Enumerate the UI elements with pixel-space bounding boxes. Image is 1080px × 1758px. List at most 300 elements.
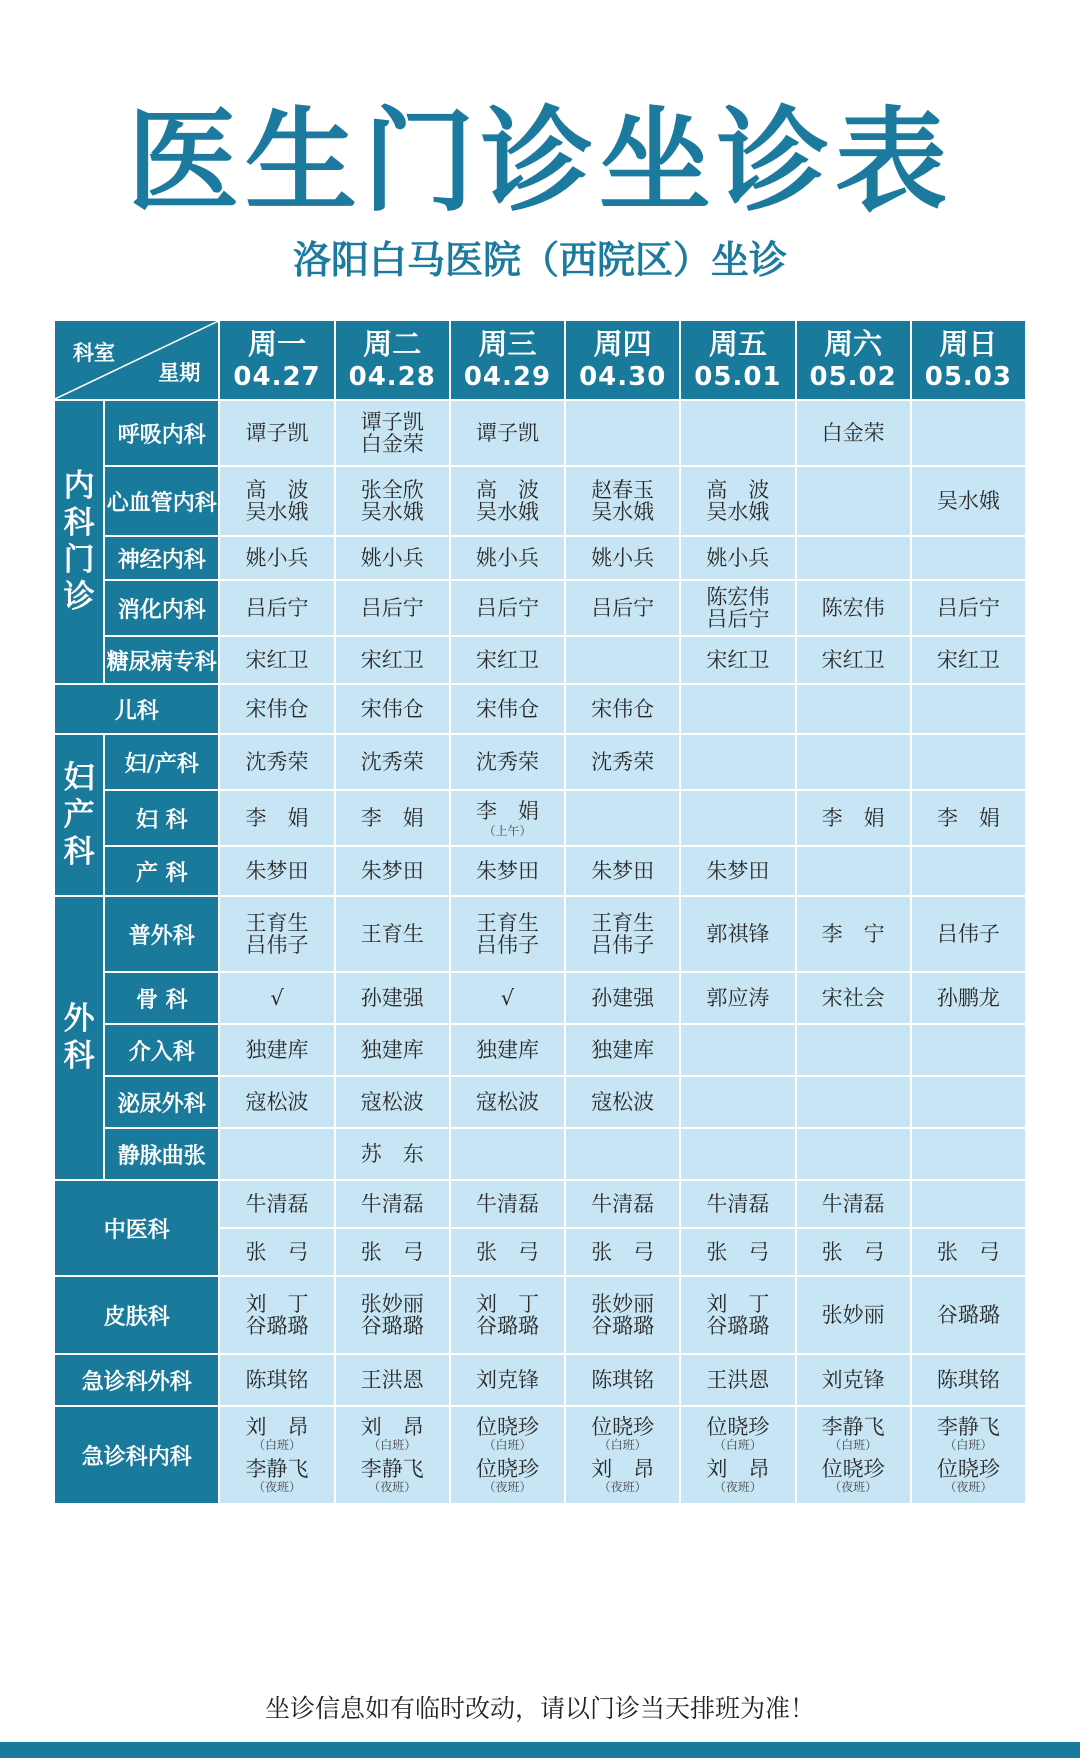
schedule-cell xyxy=(336,1025,449,1075)
doctor-name: 谷璐璐 xyxy=(475,1314,539,1338)
doctor-name: 沈秀荣 xyxy=(475,749,539,774)
doctor-name: 张妙丽 xyxy=(821,1302,885,1327)
shift-note: （白班） xyxy=(598,1438,647,1452)
doctor-name: 位晓珍 xyxy=(821,1457,885,1481)
schedule-cell xyxy=(797,685,910,733)
schedule-cell xyxy=(681,1025,794,1075)
schedule-cell xyxy=(912,685,1025,733)
schedule-cell xyxy=(451,1277,564,1353)
doctor-name: 张 弓 xyxy=(245,1239,309,1264)
bottom-bar xyxy=(0,1742,1080,1758)
corner-room-label: 科室 xyxy=(73,341,115,365)
doctor-name: 宋伟仓 xyxy=(591,696,655,721)
schedule-cell xyxy=(681,897,794,971)
doctor-name: 高 波 xyxy=(245,478,309,502)
doctor-name: 宋红卫 xyxy=(821,647,885,672)
schedule-cell xyxy=(336,1229,449,1275)
schedule-cell xyxy=(336,1181,449,1227)
page-subtitle: 洛阳白马医院（西院区）坐诊 xyxy=(292,238,787,282)
schedule-cell xyxy=(451,1407,564,1503)
doctor-name: 朱梦田 xyxy=(360,858,424,883)
schedule-cell xyxy=(220,897,333,971)
schedule-cell xyxy=(681,685,794,733)
dept-cardio: 心血管内科 xyxy=(105,467,218,535)
schedule-cell xyxy=(451,791,564,845)
schedule-cell xyxy=(797,735,910,789)
schedule-cell xyxy=(797,537,910,579)
doctor-name: 吕伟子 xyxy=(936,921,1000,946)
schedule-cell xyxy=(797,1355,910,1405)
dept-diabetes: 糖尿病专科 xyxy=(105,637,218,683)
doctor-name: 位晓珍 xyxy=(936,1457,1000,1481)
doctor-name: 牛清磊 xyxy=(591,1191,655,1216)
doctor-name: 王洪恩 xyxy=(706,1367,770,1392)
doctor-name: 李静飞 xyxy=(360,1457,424,1481)
doctor-name: √ xyxy=(270,985,284,1010)
schedule-cell xyxy=(797,401,910,465)
dept-general_surgery: 普外科 xyxy=(105,897,218,971)
schedule-cell xyxy=(336,791,449,845)
shift-note: （夜班） xyxy=(829,1480,878,1494)
day-header xyxy=(336,321,449,399)
doctor-name: 张 弓 xyxy=(591,1239,655,1264)
schedule-cell xyxy=(451,897,564,971)
day-header xyxy=(220,321,333,399)
doctor-name: 吴水娥 xyxy=(936,488,1000,513)
doctor-name: 张 弓 xyxy=(821,1239,885,1264)
schedule-cell xyxy=(566,537,679,579)
schedule-cell xyxy=(220,1025,333,1075)
doctor-name: 独建库 xyxy=(591,1037,655,1062)
schedule-cell xyxy=(912,1277,1025,1353)
schedule-cell xyxy=(681,973,794,1023)
doctor-name: 吕后宁 xyxy=(475,595,539,620)
doctor-name: 寇松波 xyxy=(591,1089,655,1114)
row-digestive xyxy=(55,581,1025,635)
schedule-cell xyxy=(336,1407,449,1503)
doctor-name: 陈琪铭 xyxy=(591,1367,655,1392)
day-date: 05.02 xyxy=(809,362,897,392)
schedule-cell xyxy=(797,847,910,895)
doctor-name: 吕伟子 xyxy=(591,933,655,957)
row-er_surgery xyxy=(55,1355,1025,1405)
schedule-cell xyxy=(451,537,564,579)
schedule-cell xyxy=(451,1181,564,1227)
schedule-cell xyxy=(451,467,564,535)
doctor-name: 谷璐璐 xyxy=(591,1314,655,1338)
schedule-cell xyxy=(566,685,679,733)
schedule-cell xyxy=(912,1077,1025,1127)
schedule-cell xyxy=(451,637,564,683)
day-name: 周四 xyxy=(593,327,652,361)
schedule-cell xyxy=(797,791,910,845)
schedule-cell xyxy=(797,1407,910,1503)
doctor-name: 吕后宁 xyxy=(245,595,309,620)
day-name: 周三 xyxy=(478,327,537,361)
doctor-name: 刘 丁 xyxy=(475,1292,539,1316)
schedule-cell xyxy=(912,581,1025,635)
doctor-name: 王育生 xyxy=(245,911,309,935)
row-cardio xyxy=(55,467,1025,535)
doctor-name: 刘 昂 xyxy=(706,1457,770,1481)
dept-ortho: 骨 科 xyxy=(105,973,218,1023)
doctor-name: 吕后宁 xyxy=(591,595,655,620)
row-varicose xyxy=(55,1129,1025,1179)
page-title: 医生门诊坐诊表 xyxy=(127,97,953,227)
row-obstetric xyxy=(55,847,1025,895)
doctor-name: 王洪恩 xyxy=(360,1367,424,1392)
dept-obstetric_gyn: 妇/产科 xyxy=(105,735,218,789)
doctor-name: 陈琪铭 xyxy=(245,1367,309,1392)
doctor-name: 李 宁 xyxy=(821,921,885,946)
schedule-cell xyxy=(451,1355,564,1405)
doctor-name: 宋红卫 xyxy=(475,647,539,672)
schedule-cell xyxy=(220,1181,333,1227)
schedule-cell xyxy=(566,401,679,465)
schedule-cell xyxy=(681,537,794,579)
dept-gyn: 妇 科 xyxy=(105,791,218,845)
doctor-name: 王育生 xyxy=(475,911,539,935)
doctor-name: 宋伟仓 xyxy=(245,696,309,721)
schedule-cell xyxy=(797,1077,910,1127)
doctor-name: 陈宏伟 xyxy=(706,585,770,609)
schedule-cell xyxy=(912,1407,1025,1503)
day-date: 04.30 xyxy=(579,362,667,392)
schedule-cell xyxy=(220,735,333,789)
doctor-name: 赵春玉 xyxy=(591,478,655,502)
schedule-cell xyxy=(681,581,794,635)
schedule-cell xyxy=(681,847,794,895)
schedule-cell xyxy=(912,467,1025,535)
schedule-cell xyxy=(912,1129,1025,1179)
schedule-cell xyxy=(912,637,1025,683)
doctor-name: 牛清磊 xyxy=(475,1191,539,1216)
schedule-cell xyxy=(336,581,449,635)
schedule-cell xyxy=(220,791,333,845)
row-diabetes xyxy=(55,637,1025,683)
schedule-cell xyxy=(336,637,449,683)
schedule-cell xyxy=(912,897,1025,971)
doctor-name: 寇松波 xyxy=(475,1089,539,1114)
group-label: 内科门诊 xyxy=(63,468,95,615)
schedule-cell xyxy=(220,1129,333,1179)
doctor-name: 姚小兵 xyxy=(245,545,309,570)
dept-er_internal: 急诊科内科 xyxy=(55,1407,218,1503)
schedule-cell xyxy=(220,1277,333,1353)
doctor-name: √ xyxy=(500,985,515,1010)
doctor-name: 寇松波 xyxy=(245,1089,309,1114)
schedule-cell xyxy=(566,791,679,845)
doctor-name: 李静飞 xyxy=(245,1457,309,1481)
shift-note: （白班） xyxy=(368,1438,417,1452)
doctor-name: 谭子凯 xyxy=(360,410,424,434)
schedule-cell xyxy=(912,791,1025,845)
schedule-cell xyxy=(220,973,333,1023)
schedule-cell xyxy=(336,685,449,733)
schedule-cell xyxy=(681,637,794,683)
doctor-name: 位晓珍 xyxy=(706,1415,770,1439)
schedule-cell xyxy=(566,581,679,635)
doctor-name: 牛清磊 xyxy=(821,1191,885,1216)
row-gyn xyxy=(55,791,1025,845)
doctor-name: 高 波 xyxy=(706,478,770,502)
doctor-name: 寇松波 xyxy=(360,1089,424,1114)
schedule-cell xyxy=(336,735,449,789)
day-date: 04.27 xyxy=(233,362,321,392)
schedule-cell xyxy=(912,735,1025,789)
doctor-name: 宋红卫 xyxy=(360,647,424,672)
doctor-name: 张全欣 xyxy=(360,478,424,502)
schedule-cell xyxy=(681,1077,794,1127)
schedule-cell xyxy=(451,581,564,635)
schedule-cell xyxy=(451,847,564,895)
doctor-name: 姚小兵 xyxy=(706,545,770,570)
doctor-name: 谭子凯 xyxy=(245,420,309,445)
schedule-cell xyxy=(336,401,449,465)
doctor-name: 谭子凯 xyxy=(475,420,539,445)
shift-note: （白班） xyxy=(713,1438,762,1452)
doctor-name: 朱梦田 xyxy=(591,858,655,883)
day-name: 周日 xyxy=(939,327,998,361)
doctor-name: 李静飞 xyxy=(821,1415,885,1439)
day-header xyxy=(797,321,910,399)
schedule-cell xyxy=(797,1181,910,1227)
day-header xyxy=(451,321,564,399)
dept-derm: 皮肤科 xyxy=(55,1277,218,1353)
row-neuro xyxy=(55,537,1025,579)
doctor-name: 陈宏伟 xyxy=(821,595,885,620)
schedule-cell xyxy=(912,1355,1025,1405)
doctor-name: 李 娟 xyxy=(475,798,539,823)
schedule-cell xyxy=(681,467,794,535)
row-ortho xyxy=(55,973,1025,1023)
header-row xyxy=(55,321,1025,399)
doctor-name: 李 娟 xyxy=(245,805,309,830)
schedule-cell xyxy=(912,1025,1025,1075)
doctor-name: 谷璐璐 xyxy=(936,1302,1000,1327)
doctor-name: 吕后宁 xyxy=(706,607,770,631)
schedule-cell xyxy=(912,1229,1025,1275)
row-interventional xyxy=(55,1025,1025,1075)
shift-note: （白班） xyxy=(829,1438,878,1452)
schedule-cell xyxy=(797,581,910,635)
doctor-name: 王育生 xyxy=(360,921,424,946)
group-internal xyxy=(55,401,103,683)
dept-varicose: 静脉曲张 xyxy=(105,1129,218,1179)
doctor-name: 郭祺锋 xyxy=(706,921,770,946)
dept-digestive: 消化内科 xyxy=(105,581,218,635)
schedule-cell xyxy=(220,847,333,895)
schedule-cell xyxy=(681,1229,794,1275)
dept-urology: 泌尿外科 xyxy=(105,1077,218,1127)
day-header xyxy=(912,321,1025,399)
schedule-cell xyxy=(336,973,449,1023)
dept-respiratory: 呼吸内科 xyxy=(105,401,218,465)
schedule-cell xyxy=(566,973,679,1023)
schedule-cell xyxy=(797,1229,910,1275)
dept-tcm: 中医科 xyxy=(55,1181,218,1275)
schedule-cell xyxy=(797,973,910,1023)
doctor-name: 朱梦田 xyxy=(475,858,539,883)
schedule-cell xyxy=(566,467,679,535)
day-date: 05.01 xyxy=(694,362,782,392)
schedule-cell xyxy=(220,1407,333,1503)
shift-note: （夜班） xyxy=(368,1480,417,1494)
doctor-name: 吕伟子 xyxy=(475,933,539,957)
doctor-name: 张妙丽 xyxy=(360,1292,424,1316)
schedule-cell xyxy=(681,1181,794,1227)
schedule-cell xyxy=(336,1129,449,1179)
schedule-cell xyxy=(912,1181,1025,1227)
dept-pediatrics: 儿科 xyxy=(55,685,218,733)
doctor-name: 牛清磊 xyxy=(360,1191,424,1216)
footer-note: 坐诊信息如有临时改动，请以门诊当天排班为准！ xyxy=(264,1694,815,1723)
day-header xyxy=(566,321,679,399)
shift-note: （白班） xyxy=(253,1438,302,1452)
schedule-cell xyxy=(451,735,564,789)
doctor-name: 陈琪铭 xyxy=(936,1367,1000,1392)
day-date: 04.28 xyxy=(348,362,436,392)
day-header xyxy=(681,321,794,399)
schedule-cell xyxy=(336,537,449,579)
schedule-cell xyxy=(566,847,679,895)
row-general_surgery xyxy=(55,897,1025,971)
shift-note: （夜班） xyxy=(253,1480,302,1494)
doctor-name: 刘克锋 xyxy=(475,1367,539,1392)
schedule-cell xyxy=(912,847,1025,895)
schedule-cell xyxy=(451,973,564,1023)
doctor-name: 位晓珍 xyxy=(475,1415,539,1439)
row-er-internal xyxy=(55,1407,1025,1503)
doctor-name: 李 娟 xyxy=(821,805,885,830)
day-date: 04.29 xyxy=(463,362,552,392)
doctor-name: 刘 丁 xyxy=(245,1292,309,1316)
doctor-name: 吴水娥 xyxy=(245,500,309,524)
schedule-cell xyxy=(797,897,910,971)
shift-note: （夜班） xyxy=(713,1480,762,1494)
doctor-name: 姚小兵 xyxy=(475,545,539,570)
schedule-cell xyxy=(566,1129,679,1179)
shift-note: （夜班） xyxy=(483,1480,532,1494)
doctor-name: 朱梦田 xyxy=(245,858,309,883)
schedule-cell xyxy=(681,401,794,465)
shift-note: （夜班） xyxy=(598,1480,647,1494)
row-pediatrics xyxy=(55,685,1025,733)
shift-note: （上午） xyxy=(483,823,532,838)
dept-obstetric: 产 科 xyxy=(105,847,218,895)
schedule-cell xyxy=(681,1407,794,1503)
doctor-name: 吴水娥 xyxy=(591,500,655,524)
doctor-name: 谷璐璐 xyxy=(706,1314,770,1338)
doctor-name: 宋伟仓 xyxy=(360,696,424,721)
schedule-cell xyxy=(220,401,333,465)
doctor-name: 姚小兵 xyxy=(360,545,424,570)
schedule-cell xyxy=(566,1229,679,1275)
corner-week-label: 星期 xyxy=(158,361,201,385)
schedule-cell xyxy=(566,1355,679,1405)
schedule-cell xyxy=(797,1025,910,1075)
schedule-cell xyxy=(336,467,449,535)
doctor-name: 李静飞 xyxy=(936,1415,1000,1439)
shift-note: （白班） xyxy=(483,1438,532,1452)
day-name: 周一 xyxy=(248,327,307,361)
doctor-name: 谷璐璐 xyxy=(245,1314,309,1338)
schedule-cell xyxy=(220,1077,333,1127)
doctor-name: 刘 昂 xyxy=(591,1457,655,1481)
doctor-name: 独建库 xyxy=(475,1037,539,1062)
doctor-name: 沈秀荣 xyxy=(360,749,424,774)
schedule-cell xyxy=(220,581,333,635)
doctor-name: 宋红卫 xyxy=(245,647,309,672)
schedule-cell xyxy=(566,1025,679,1075)
doctor-name: 朱梦田 xyxy=(706,858,770,883)
schedule-cell xyxy=(566,637,679,683)
doctor-name: 独建库 xyxy=(360,1037,424,1062)
schedule-cell xyxy=(220,1229,333,1275)
schedule-cell xyxy=(451,401,564,465)
schedule-cell xyxy=(566,897,679,971)
schedule-cell xyxy=(336,1355,449,1405)
schedule-cell xyxy=(566,735,679,789)
schedule-cell xyxy=(336,897,449,971)
doctor-name: 刘 昂 xyxy=(360,1415,424,1439)
schedule-cell xyxy=(451,1129,564,1179)
doctor-name: 张 弓 xyxy=(360,1239,424,1264)
schedule-cell xyxy=(566,1277,679,1353)
schedule-cell xyxy=(336,1277,449,1353)
doctor-name: 位晓珍 xyxy=(475,1457,539,1481)
doctor-name: 宋社会 xyxy=(821,985,885,1010)
schedule-cell xyxy=(681,791,794,845)
doctor-name: 吕伟子 xyxy=(245,933,309,957)
doctor-name: 牛清磊 xyxy=(245,1191,309,1216)
doctor-name: 孙建强 xyxy=(591,985,655,1010)
schedule-cell xyxy=(220,537,333,579)
schedule-cell xyxy=(681,1277,794,1353)
group-label: 妇产科 xyxy=(63,759,95,870)
doctor-name: 白金荣 xyxy=(821,420,885,445)
schedule-cell xyxy=(681,1129,794,1179)
schedule-cell xyxy=(451,685,564,733)
schedule-cell xyxy=(797,1129,910,1179)
doctor-name: 独建库 xyxy=(245,1037,309,1062)
doctor-name: 张 弓 xyxy=(475,1239,539,1264)
row-tcm_a xyxy=(55,1181,1025,1227)
schedule-cell xyxy=(797,637,910,683)
doctor-name: 沈秀荣 xyxy=(245,749,309,774)
group-label: 外科 xyxy=(63,1001,95,1074)
doctor-name: 吴水娥 xyxy=(706,500,770,524)
doctor-name: 谷璐璐 xyxy=(360,1314,424,1338)
schedule-cell xyxy=(797,1277,910,1353)
doctor-name: 刘 丁 xyxy=(706,1292,770,1316)
doctor-name: 吕后宁 xyxy=(936,595,1000,620)
doctor-name: 宋伟仓 xyxy=(475,696,539,721)
schedule-cell xyxy=(336,847,449,895)
doctor-name: 高 波 xyxy=(475,478,539,502)
schedule-cell xyxy=(336,1077,449,1127)
doctor-name: 白金荣 xyxy=(360,432,424,456)
doctor-name: 姚小兵 xyxy=(591,545,655,570)
doctor-name: 苏 东 xyxy=(360,1141,424,1166)
doctor-name: 张妙丽 xyxy=(591,1292,655,1316)
doctor-name: 王育生 xyxy=(591,911,655,935)
schedule-cell xyxy=(912,973,1025,1023)
schedule-cell xyxy=(451,1025,564,1075)
corner-cell xyxy=(55,321,218,399)
doctor-name: 孙建强 xyxy=(360,985,424,1010)
day-name: 周五 xyxy=(708,327,767,361)
